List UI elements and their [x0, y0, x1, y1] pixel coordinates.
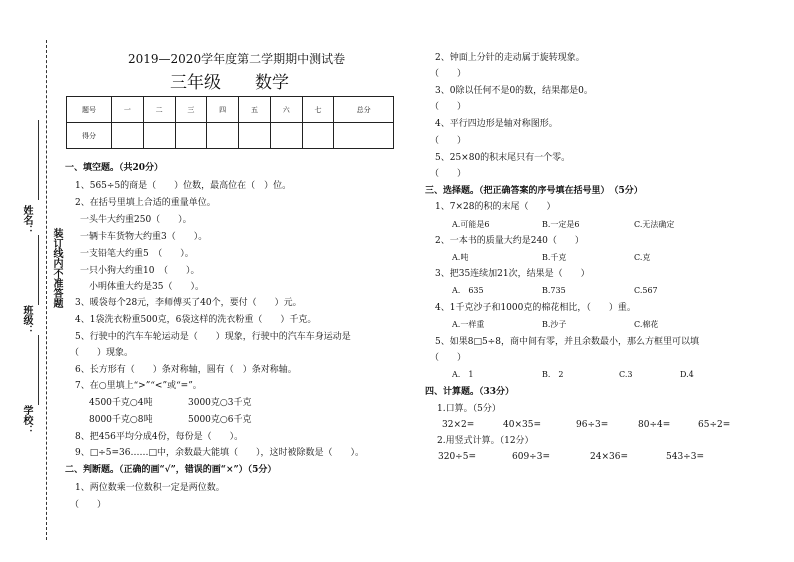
question-line: （ ）现象。: [70, 348, 134, 358]
compare-item: 4500千克○4吨: [89, 398, 153, 408]
score-input-cell: [112, 123, 144, 149]
score-cell: 五: [239, 97, 271, 123]
question-line: 2.用竖式计算。（12分）: [437, 436, 534, 446]
question-line: 2、在括号里填上合适的重量单位。: [75, 198, 216, 208]
name-line: [38, 120, 39, 200]
choice-option: B.一定是6: [542, 220, 580, 229]
question-line: 5、行驶中的汽车车轮运动是（ ）现象，行驶中的汽车车身运动是: [75, 332, 351, 342]
choice-option: A.一样重: [452, 320, 485, 329]
question-line: 2、一本书的质量大约是240（ ）: [435, 236, 584, 246]
school-line: [38, 335, 39, 405]
question-line: 一辆卡车货物大约重3（ ）。: [80, 232, 208, 242]
calc-item: 96÷3=: [576, 420, 609, 430]
choice-option: C.无法确定: [634, 220, 675, 229]
answer-paren: （ ）: [430, 169, 467, 179]
score-cell: 四: [207, 97, 239, 123]
calc-item: 24×36=: [590, 452, 628, 462]
question-line: 一头牛大约重250（ ）。: [80, 215, 192, 225]
choice-option: B.735: [542, 286, 566, 295]
score-input-cell: [207, 123, 239, 149]
question-line: 小明体重大约是35（ ）。: [89, 282, 204, 292]
score-input-cell: [175, 123, 207, 149]
answer-paren: （ ）: [430, 136, 467, 146]
calc-item: 65÷2=: [698, 420, 731, 430]
question-line: 1、7×28的积的末尾（ ）: [435, 202, 556, 212]
section-heading: 二、判断题。（正确的画“√”，错误的画“×”）（5分）: [65, 465, 277, 475]
calc-item: 32×2=: [442, 420, 475, 430]
score-input-cell: [270, 123, 302, 149]
section-heading: 一、填空题。（共20分）: [65, 163, 164, 173]
question-line: 9、□÷5=36……□中，余数最大能填（ ），这时被除数是（ ）。: [75, 448, 364, 458]
compare-item: 5000克○6千克: [188, 415, 252, 425]
answer-paren: （ ）: [430, 102, 467, 112]
question-line: 4、1袋洗衣粉重500克，6袋这样的洗衣粉重（ ）千克。: [75, 315, 317, 325]
choice-option: B.千克: [542, 253, 567, 262]
question-line: 4、平行四边形是轴对称图形。: [435, 119, 558, 129]
choice-option: A.吨: [452, 253, 469, 262]
name-label: 姓名：: [21, 205, 32, 235]
choice-option: B. 2: [542, 370, 564, 379]
question-line: 4、1千克沙子和1000克的棉花相比，（ ）重。: [435, 303, 636, 313]
school-label: 学校：: [21, 405, 32, 435]
question-line: 5、25×80的积末尾只有一个零。: [435, 153, 571, 163]
choice-option: C.567: [634, 286, 658, 295]
question-line: 3、暖袋每个28元，李师傅买了40个，要付（ ）元。: [75, 298, 302, 308]
score-input-cell: [143, 123, 175, 149]
binding-note: 装订线内不准答题: [51, 228, 62, 308]
score-cell: 题号: [67, 97, 112, 123]
question-line: 1、565÷5的商是（ ）位数，最高位在（ ）位。: [75, 181, 292, 191]
question-line: 一只小狗大约重10 （ ）。: [80, 266, 200, 276]
calc-item: 543÷3=: [666, 452, 704, 462]
compare-item: 8000千克○8吨: [89, 415, 153, 425]
score-cell: 二: [143, 97, 175, 123]
class-line: [38, 235, 39, 305]
section-heading: 四、计算题。（33分）: [425, 387, 515, 397]
score-cell: 得分: [67, 123, 112, 149]
score-cell: 七: [302, 97, 334, 123]
question-line: 一支铅笔大约重5 （ ）。: [80, 249, 194, 259]
choice-option: A. 635: [452, 286, 484, 295]
calc-item: 320÷5=: [438, 452, 476, 462]
score-input-cell: [334, 123, 394, 149]
score-cell: 总分: [334, 97, 394, 123]
question-line: 5、如果8□5÷8，商中间有零，并且余数最小，那么方框里可以填: [435, 337, 699, 347]
score-cell: 六: [270, 97, 302, 123]
choice-option: A. 1: [452, 370, 474, 379]
score-table: [66, 96, 394, 149]
score-table-header-row: [67, 97, 394, 123]
score-input-cell: [302, 123, 334, 149]
score-cell: 三: [175, 97, 207, 123]
answer-paren: （ ）: [430, 69, 467, 79]
compare-item: 3000克○3千克: [188, 398, 252, 408]
score-input-cell: [239, 123, 271, 149]
class-label: 班级：: [21, 305, 32, 335]
calc-item: 40×35=: [503, 420, 541, 430]
section-heading: 三、选择题。（把正确答案的序号填在括号里） （5分）: [425, 186, 643, 196]
answer-paren: （ ）: [70, 500, 107, 510]
choice-option: C.3: [619, 370, 633, 379]
choice-option: C.棉花: [634, 320, 659, 329]
choice-option: A.可能是6: [452, 220, 490, 229]
question-line: 3、0除以任何不是0的数，结果都是0。: [435, 86, 593, 96]
question-line: 8、把456平均分成4份，每份是（ ）。: [75, 432, 244, 442]
question-line: 6、长方形有（ ）条对称轴，圆有（ ）条对称轴。: [75, 365, 297, 375]
choice-option: B.沙子: [542, 320, 567, 329]
binding-dashed-line: [46, 40, 47, 540]
choice-option: D.4: [680, 370, 694, 379]
question-line: 2、钟面上分针的走动属于旋转现象。: [435, 53, 585, 63]
score-table-score-row: [67, 123, 394, 149]
calc-item: 80÷4=: [638, 420, 671, 430]
question-line: 1.口算。（5分）: [437, 404, 501, 414]
score-cell: 一: [112, 97, 144, 123]
question-line: 3、把35连续加21次，结果是（ ）: [435, 269, 590, 279]
calc-item: 609÷3=: [512, 452, 550, 462]
question-line: 7、在○里填上“>”“<”或“=”。: [75, 381, 202, 391]
question-line: 1、两位数乘一位数积一定是两位数。: [75, 483, 225, 493]
choice-option: C.克: [634, 253, 651, 262]
exam-subtitle: 三年级 数学: [170, 73, 289, 93]
answer-paren: （ ）: [430, 353, 467, 363]
exam-title: 2019—2020学年度第二学期期中测试卷: [128, 52, 346, 66]
